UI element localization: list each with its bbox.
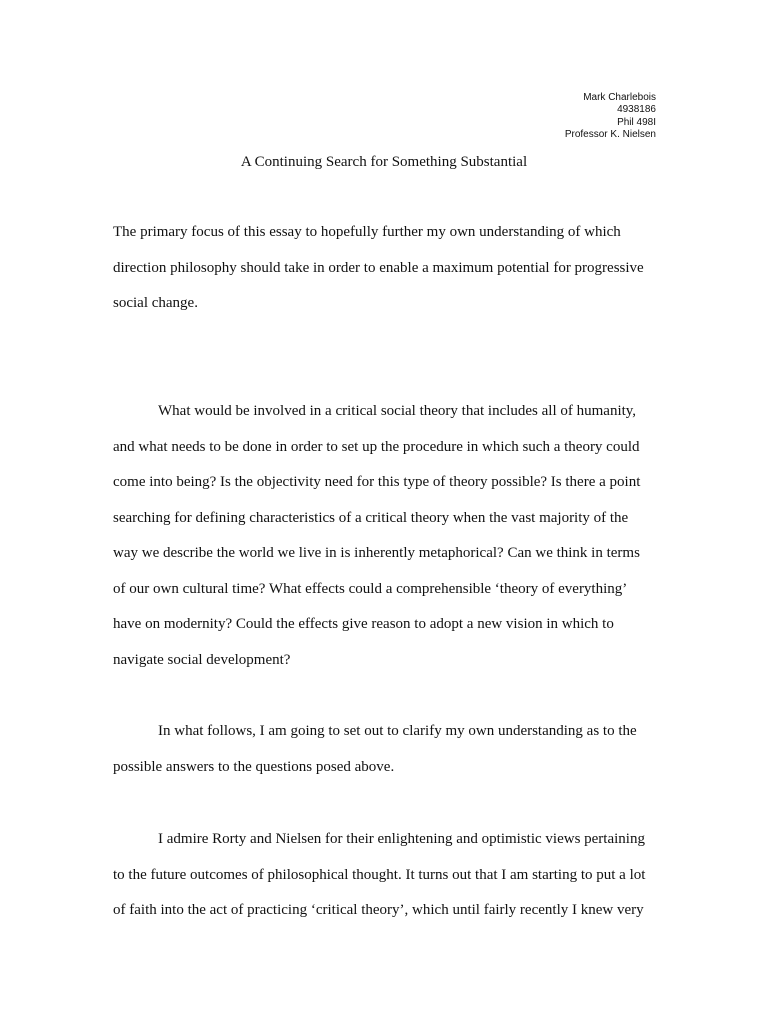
text-line: possible answers to the questions posed above. xyxy=(113,758,395,775)
text-line: have on modernity? Could the effects give reason to adopt a new vision in which to xyxy=(113,616,614,632)
text-line: The primary focus of this essay to hopefully further my own understanding of which xyxy=(113,224,621,240)
professor-name: Professor K. Nielsen xyxy=(564,128,656,140)
paragraph-rorty-nielsen xyxy=(113,822,658,929)
paragraph-questions xyxy=(113,394,658,678)
text-line: searching for defining characteristics of a critical theory when the vast majority of the xyxy=(113,509,629,526)
paragraph-intro xyxy=(113,215,658,322)
text-line: and what needs to be done in order to set up the procedure in which such a theory could xyxy=(113,438,640,455)
document-title: A Continuing Search for Something Substantial xyxy=(240,154,528,170)
student-id: 4938186 xyxy=(617,104,656,116)
text-line: navigate social development? xyxy=(113,651,291,668)
course-code: Phil 498I xyxy=(617,116,656,128)
text-line: direction philosophy should take in order to enable a maximum potential for progressive xyxy=(113,259,644,276)
text-line: I admire Rorty and Nielsen for their enlightening and optimistic views pertaining xyxy=(158,831,645,847)
text-line: social change. xyxy=(113,295,198,311)
paragraph-in-what-follows xyxy=(113,714,658,785)
author-name: Mark Charlebois xyxy=(583,92,656,103)
text-line: way we describe the world we live in is inherently metaphorical? Can we think in terms xyxy=(113,545,640,561)
text-line: to the future outcomes of philosophical thought. It turns out that I am starting to put a lot xyxy=(113,866,646,883)
text-line: of our own cultural time? What effects could a comprehensible ‘theory of everything’ xyxy=(113,580,628,597)
text-line: What would be involved in a critical social theory that includes all of humanity, xyxy=(158,403,637,419)
text-line: come into being? Is the objectivity need for this type of theory possible? Is there a point xyxy=(113,474,641,490)
text-line: of faith into the act of practicing ‘critical theory’, which until fairly recently I knew very xyxy=(113,902,644,918)
author-header xyxy=(565,92,656,141)
text-line: In what follows, I am going to set out to clarify my own understanding as to the xyxy=(158,723,637,739)
